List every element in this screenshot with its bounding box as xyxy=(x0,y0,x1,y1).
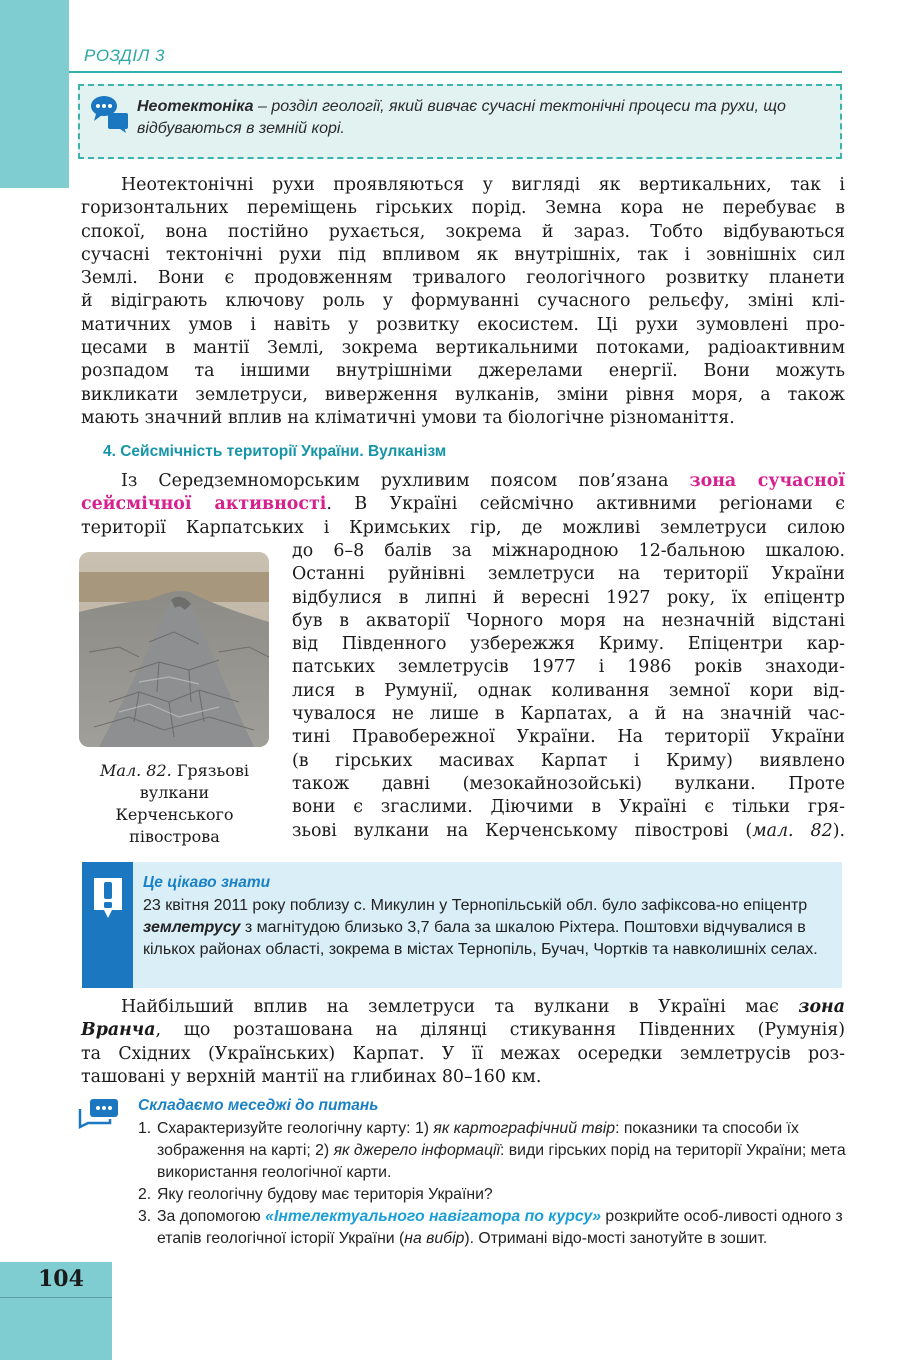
text-line xyxy=(292,820,845,843)
fact-bold-term: землетрусу xyxy=(143,919,241,936)
questions-list xyxy=(138,1118,846,1250)
text-line: викликати землетруси, виверження вулканів, зміни рівня моря, а також xyxy=(81,384,845,405)
paragraph-vrancea xyxy=(81,996,845,1089)
caption-line: Керченського xyxy=(115,805,234,824)
section-heading: 4. Сейсмічність території України. Вулканізм xyxy=(103,443,447,460)
text-span: . В Україні сейсмічно активними регіонами є xyxy=(326,494,845,515)
page-number-rule xyxy=(0,1297,112,1298)
text-line: від Південного узбережжя Криму. Епіцентри кар- xyxy=(292,634,845,655)
text-line xyxy=(81,470,845,493)
question-item xyxy=(138,1184,846,1206)
caption-line: півострова xyxy=(129,827,220,846)
question-item xyxy=(138,1118,846,1184)
term-vrancea: Вранча xyxy=(81,1020,156,1041)
text-span: Яку геологічну будову має територія України? xyxy=(157,1186,493,1203)
definition-term: Неотектоніка xyxy=(137,98,254,115)
figure-label: Мал. 82. xyxy=(100,761,172,780)
text-line: горизонтальних переміщень гірських порід. Земна кора не перебуває в xyxy=(81,198,845,219)
text-line: мають значний вплив на кліматичні умови та біологічне різноманіття. xyxy=(81,407,735,428)
definition-body: – розділ геології, який вивчає сучасні тектонічні процеси та рухи, що відбуваються в земній корі. xyxy=(137,98,786,137)
text-line: території Карпатських і Кримських гір, де можливі землетруси силою xyxy=(81,517,845,538)
text-line: до 6–8 балів за міжнародною 12-бальною шкалою. xyxy=(292,541,845,561)
text-span: , що розташована на ділянці стикування Південних (Румунія) xyxy=(155,1020,845,1041)
page-number: 104 xyxy=(38,1266,84,1292)
text-span: ). xyxy=(832,820,846,841)
figure-reference: мал. 82 xyxy=(752,820,833,841)
text-line: Неотектонічні рухи проявляються у вигляді як вертикальних, так і xyxy=(121,175,845,195)
text-span: Найбільший вплив на землетруси та вулкани в Україні має xyxy=(121,997,799,1017)
text-line: Землі. Вони є продовженням тривалого геологічного розвитку планети xyxy=(81,268,845,289)
text-span: : показники та способи їх зображення на карті; 2) xyxy=(157,1120,799,1159)
highlight-term: сейсмічної активності xyxy=(81,494,327,515)
text-line: чувалося не лише в Карпатах, а й на значній час- xyxy=(292,704,845,725)
text-line: вони є згаслими. Діючими в Україні є тільки гря- xyxy=(292,797,845,818)
text-span: 23 квітня 2011 року поблизу с. Микулин у Тернопільській обл. було зафіксова-но епіцентр xyxy=(143,897,808,914)
questions-title: Складаємо меседжі до питань xyxy=(138,1097,379,1114)
fact-text xyxy=(143,895,833,961)
caption-text: Грязьові xyxy=(171,761,249,780)
highlight-term: зона сучасної xyxy=(689,471,845,491)
text-span: Із Середземноморським рухливим поясом пов’язана xyxy=(121,471,690,491)
term-vrancea: зона xyxy=(798,997,845,1017)
text-line: розпадом та іншими внутрішніми джерелами енергії. Вони можуть xyxy=(81,361,845,382)
text-line: й відіграють ключову роль у формуванні сучасного рельєфу, зміні клі- xyxy=(81,291,845,312)
question-number: 2. xyxy=(138,1186,152,1203)
text-line: відбулися в липні й вересні 1927 року, їх епіцентр xyxy=(292,587,845,608)
italic-phrase: як джерело інформації xyxy=(333,1142,501,1159)
text-line: лися в Румунії, однак коливання земної кори від- xyxy=(292,680,845,701)
text-span: : види гірських порід на території України; мета використання геологічної карти. xyxy=(157,1142,846,1181)
definition-text xyxy=(137,96,832,140)
text-line: також давні (мезокайнозойські) вулкани. Проте xyxy=(292,773,845,794)
chat-bubble-icon xyxy=(90,94,130,134)
fact-bar xyxy=(82,862,133,988)
mud-volcano-illustration xyxy=(79,552,269,747)
paragraph-seismic-wrap xyxy=(292,540,845,843)
text-span: Схарактеризуйте геологічну карту: 1) xyxy=(157,1120,434,1137)
text-line: тині Правобережної України. На території України xyxy=(292,727,845,748)
text-line: був в акваторії Чорного моря на незначній відстані xyxy=(292,610,845,631)
text-line: (в гірських масивах Карпат і Криму) виявлено xyxy=(292,750,845,771)
fact-title: Це цікаво знати xyxy=(143,874,271,891)
text-line xyxy=(81,1019,845,1042)
mud-volcano-photo xyxy=(79,552,269,747)
italic-phrase: на вибір xyxy=(404,1230,465,1247)
text-line: матичних умов і навіть у розвитку екосистем. Ці рухи зумовлені про- xyxy=(81,314,845,335)
text-line: та Східних (Українських) Карпат. У її межах осередки землетрусів роз- xyxy=(81,1043,845,1064)
navigator-link[interactable]: «Інтелектуального навігатора по курсу» xyxy=(265,1208,602,1225)
text-span: За допомогою xyxy=(157,1208,266,1225)
question-number: 3. xyxy=(138,1208,152,1225)
message-icon xyxy=(78,1097,120,1131)
question-number: 1. xyxy=(138,1120,152,1137)
italic-phrase: як картографічний твір xyxy=(433,1120,616,1137)
text-line: спокої, вона постійно рухається, зокрема й зараз. Тобто відбуваються xyxy=(81,221,845,242)
definition-box xyxy=(78,84,842,159)
text-span: зьові вулкани на Керченському півострові ( xyxy=(292,820,753,841)
exclamation-icon xyxy=(82,862,133,988)
text-line xyxy=(81,493,845,516)
text-span: розкрийте особ-ливості одного з етапів геологічної історії України ( xyxy=(157,1208,843,1247)
question-item xyxy=(138,1206,846,1250)
side-tab-top xyxy=(0,0,69,188)
text-span: ). Отримані відо-мості занотуйте в зошит. xyxy=(464,1230,768,1247)
text-line: цесами в мантії Землі, зокрема вертикальними потоками, радіоактивним xyxy=(81,338,845,359)
fact-box xyxy=(82,862,842,988)
text-line: патських землетрусів 1977 і 1986 років знаходи- xyxy=(292,657,845,678)
paragraph-neotectonics xyxy=(81,174,845,430)
caption-line xyxy=(82,760,267,782)
text-span: з магнітудою близько 3,7 бала за шкалою Ріхтера. Поштовхи відчувалися в кількох районах області, зокрема в містах Тернопіль, Бучач, Чортків та навколишніх селах. xyxy=(143,919,818,958)
figure-caption xyxy=(82,760,267,848)
text-line: Останні руйнівні землетруси на території України xyxy=(292,564,845,585)
section-label: РОЗДІЛ 3 xyxy=(84,46,165,65)
paragraph-seismic-intro xyxy=(81,470,845,540)
text-line xyxy=(81,996,845,1019)
text-line: ташовані у верхній мантії на глибинах 80–160 км. xyxy=(81,1066,542,1087)
text-line: сучасні тектонічні рухи під впливом як внутрішніх, так і зовнішніх сил xyxy=(81,244,845,265)
caption-line: вулкани xyxy=(139,783,210,802)
header-rule xyxy=(69,71,842,73)
